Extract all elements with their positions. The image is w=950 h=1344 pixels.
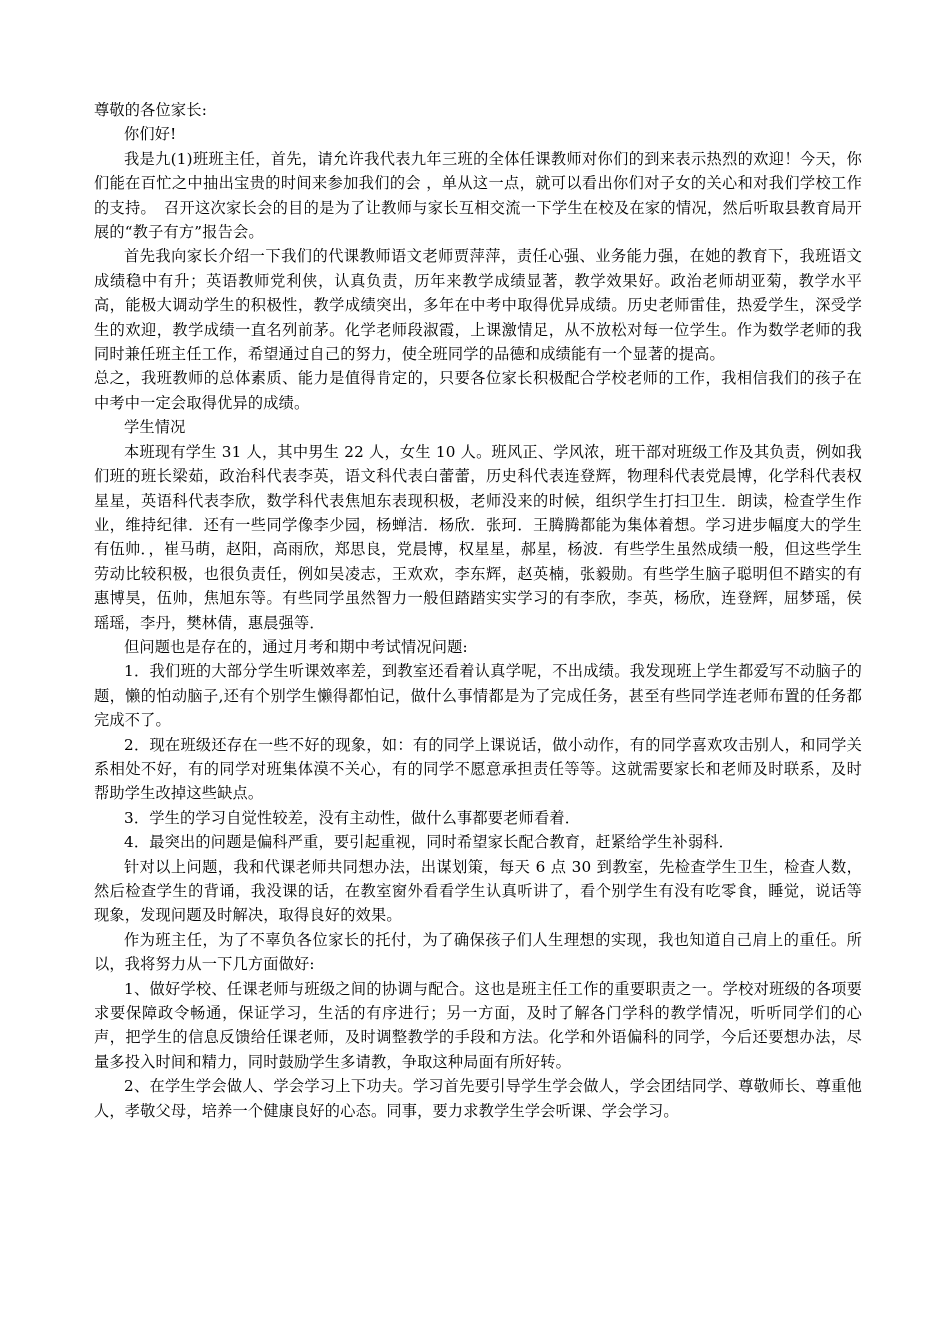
paragraph-greeting: 你们好! [124,125,177,144]
paragraph-summary: 总之，我班教师的总体素质、能力是值得肯定的，只要各位家长积极配合学校老师的工作，我相信我们的孩子在中考中一定会取得优异的成绩。 [94,369,862,412]
paragraph-intro: 我是九(1)班班主任，首先，请允许我代表九年三班的全体任课教师对你们的到来表示热烈的欢迎！今天，你们能在百忙之中抽出宝贵的时间来参加我们的会 ，单从这一点，就可以看出你们对子女的关心和对我们学校工作的支持。 召开这次家长会的目的是为了让教师与家长互相交流一下学生在校及在家的情况，然后听取县教育局开展的“教子有方”报告会。 [94,149,862,242]
document-page [94,98,862,1123]
paragraph-plan-1: 1、做好学校、任课老师与班级之间的协调与配合。这也是班主任工作的重要职责之一。学校对班级的各项要求要保障政令畅通，保证学习，生活的有序进行；另一方面，及时了解各门学科的教学情况，听听同学们的心声，把学生的信息反馈给任课老师，及时调整教学的手段和方法。化学和外语偏科的同学，今后还要想办法，尽量多投入时间和精力，同时鼓励学生多请教，争取这种局面有所好转。 [94,979,862,1071]
paragraph-problem-3: 3．学生的学习自觉性较差，没有主动性，做什么事都要老师看着． [124,808,581,827]
paragraph-problem-4: 4．最突出的问题是偏科严重，要引起重视，同时希望家长配合教育，赶紧给学生补弱科． [124,833,734,852]
section-heading-students: 学生情况 [124,418,186,437]
paragraph-measures: 针对以上问题，我和代课老师共同想办法，出谋划策，每天 6 点 30 到教室，先检查学生卫生，检查人数，然后检查学生的背诵，我没课的话，在教室窗外看看学生认真听讲了，看个别学生有没有吃零食，睡觉，说话等现象，发现问题及时解决，取得良好的效果。 [94,857,862,925]
paragraph-problem-2: 2．现在班级还存在一些不好的现象，如：有的同学上课说话，做小动作，有的同学喜欢攻击别人，和同学关系相处不好，有的同学对班集体漠不关心，有的同学不愿意承担责任等等。这就需要家长和老师及时联系，及时帮助学生改掉这些缺点。 [94,735,862,803]
paragraph-plan-2: 2、在学生学会做人、学会学习上下功夫。学习首先要引导学生学会做人，学会团结同学、尊敬师长、尊重他人，孝敬父母，培养一个健康良好的心态。同事，要力求教学生学会听课、学会学习。 [94,1077,862,1120]
paragraph-teachers: 首先我向家长介绍一下我们的代课教师语文老师贾萍萍，责任心强、业务能力强，在她的教育下，我班语文成绩稳中有升；英语教师党利侠，认真负责，历年来教学成绩显著，教学效果好。政治老师胡亚菊，教学水平高，能极大调动学生的积极性，教学成绩突出，多年在中考中取得优异成绩。历史老师雷佳，热爱学生，深受学生的欢迎，教学成绩一直名列前茅。化学老师段淑霞，上课激情足，从不放松对每一位学生。作为数学老师的我同时兼任班主任工作，希望通过自己的努力，使全班同学的品德和成绩能有一个显著的提高。 [94,247,862,364]
paragraph-problem-1: 1．我们班的大部分学生听课效率差，到教室还看着认真学呢，不出成绩。我发现班上学生都爱写不动脑子的题，懒的怕动脑子,还有个别学生懒得都怕记，做什么事情都是为了完成任务，甚至有些同学连老师布置的任务都完成不了。 [94,662,862,730]
paragraph-students: 本班现有学生 31 人，其中男生 22 人，女生 10 人。班风正、学风浓，班干部对班级工作及其负责，例如我们班的班长梁茹，政治科代表李英，语文科代表白蕾蕾，历史科代表连登辉，物理科代表党晨博，化学科代表权星星，英语科代表李欣，数学科代表焦旭东表现积极，老师没来的时候，组织学生打扫卫生．朗读，检查学生作业，维持纪律．还有一些同学像李少园，杨蝉洁．杨欣．张珂．王腾腾都能为集体着想。学习进步幅度大的学生有伍帅．，崔马萌，赵阳，高雨欣，郑思良，党晨博，权星星，郝星，杨波．有些学生虽然成绩一般，但这些学生劳动比较积极，也很负责任，例如吴凌志，王欢欢，李东辉，赵英楠，张毅勋。有些学生脑子聪明但不踏实的有惠博昊，伍帅，焦旭东等。有些同学虽然智力一般但踏踏实实学习的有李欣，李英，杨欣，连登辉，屈梦瑶，侯瑶瑶，李丹，樊林倩，惠晨强等． [94,442,862,632]
salutation: 尊敬的各位家长: [94,101,208,119]
paragraph-problems-intro: 但问题也是存在的，通过月考和期中考试情况问题: [124,637,468,656]
paragraph-responsibility: 作为班主任，为了不辜负各位家长的托付，为了确保孩子们人生理想的实现，我也知道自己肩上的重任。所以，我将努力从一下几方面做好: [94,930,862,974]
